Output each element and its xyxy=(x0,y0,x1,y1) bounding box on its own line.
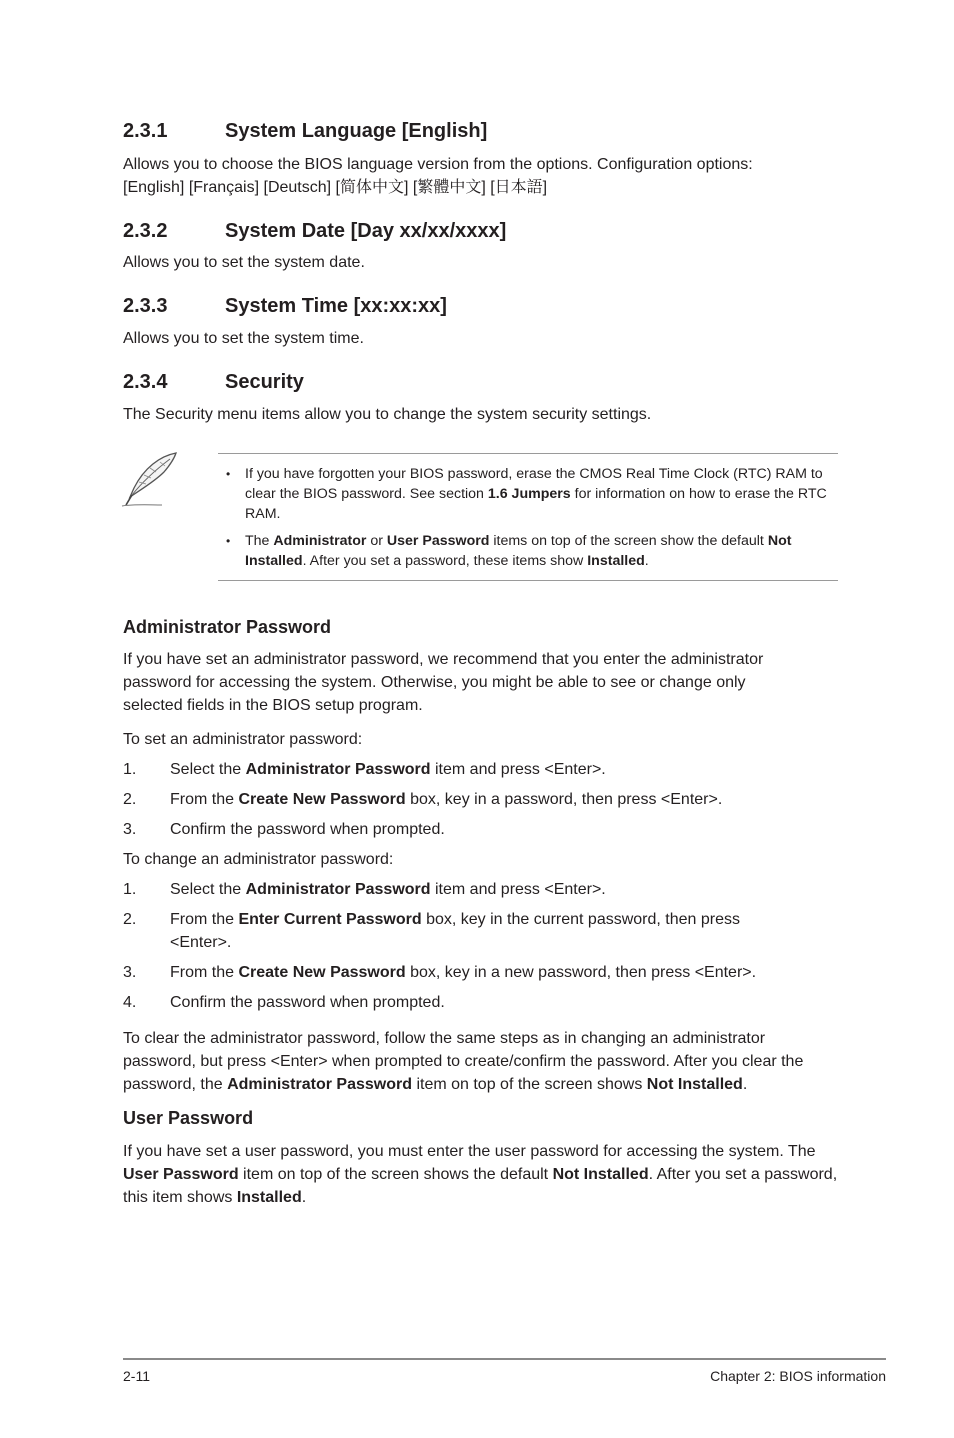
page-number: 2-11 xyxy=(123,1368,150,1384)
text: item on top of the screen shows xyxy=(412,1076,647,1093)
note-item xyxy=(226,531,836,571)
text: . xyxy=(644,553,649,569)
section-heading-2-3-4 xyxy=(123,371,304,394)
text: If you have set a user password, you must enter the user password for accessing the system. The xyxy=(123,1143,816,1160)
text: . xyxy=(301,1189,307,1206)
text: box, key in the current password, then press <Enter>. xyxy=(170,911,741,951)
change-step xyxy=(123,878,838,901)
user-password-heading: User Password xyxy=(123,1108,254,1128)
step-number: 1. xyxy=(123,881,137,898)
text: Select the xyxy=(170,881,246,898)
bold-text: Not Installed xyxy=(552,1166,649,1183)
section-number: 2.3.3 xyxy=(123,295,168,317)
step-number: 3. xyxy=(123,964,137,981)
step-number: 4. xyxy=(123,994,137,1011)
text: Select the xyxy=(170,761,246,778)
bullet: • xyxy=(226,467,231,481)
text: Confirm the password when prompted. xyxy=(170,994,445,1011)
section-number: 2.3.4 xyxy=(123,371,168,393)
section-body: The Security menu items allow you to change the system security settings. xyxy=(123,406,652,423)
bold-text: Administrator Password xyxy=(227,1076,412,1093)
text: for information on how to erase the RTC RAM. xyxy=(245,486,827,522)
note-top-rule xyxy=(218,453,838,454)
change-step xyxy=(123,991,838,1014)
set-password-label: To set an administrator password: xyxy=(123,731,363,748)
body-line: [English] [Français] [Deutsch] [简体中文] [繁體中文] [日本語] xyxy=(123,179,548,196)
text: items on top of the screen show the default xyxy=(489,533,768,549)
change-step xyxy=(123,961,838,984)
bold-text: Administrator Password xyxy=(245,761,431,778)
section-title: System Time [xx:xx:xx] xyxy=(225,295,447,317)
bold-text: Installed xyxy=(236,1189,302,1206)
bullet: • xyxy=(226,534,231,548)
section-body: Allows you to set the system date. xyxy=(123,254,365,271)
bold-text: Administrator Password xyxy=(245,881,431,898)
clear-password-paragraph xyxy=(123,1027,835,1096)
note-bottom-rule xyxy=(218,580,838,581)
body-line: password for accessing the system. Otherwise, you might be able to see or change only xyxy=(123,674,746,691)
text: From the xyxy=(170,911,239,928)
step-number: 2. xyxy=(123,791,137,808)
footer-rule xyxy=(123,1358,886,1360)
text: item on top of the screen shows the default xyxy=(238,1166,553,1183)
bold-text: Enter Current Password xyxy=(238,911,422,928)
section-number: 2.3.1 xyxy=(123,120,168,142)
section-heading-2-3-3 xyxy=(123,295,447,318)
bold-text: Create New Password xyxy=(238,791,406,808)
section-title: System Date [Day xx/xx/xxxx] xyxy=(225,220,507,242)
section-body xyxy=(123,153,843,199)
bold-text: Installed xyxy=(587,553,645,569)
step-number: 2. xyxy=(123,911,137,928)
set-step xyxy=(123,758,838,781)
section-heading-2-3-1 xyxy=(123,120,487,143)
admin-password-heading: Administrator Password xyxy=(123,617,332,637)
text: The xyxy=(245,533,274,549)
text: . xyxy=(742,1076,748,1093)
step-number: 3. xyxy=(123,821,137,838)
section-body: Allows you to set the system time. xyxy=(123,330,364,347)
note-item xyxy=(226,464,836,524)
feather-pen-icon xyxy=(120,450,182,510)
text: item and press <Enter>. xyxy=(430,881,606,898)
text: item and press <Enter>. xyxy=(430,761,606,778)
admin-intro xyxy=(123,648,843,717)
bold-text: Administrator xyxy=(273,533,367,549)
body-line: If you have set an administrator password, we recommend that you enter the administrator xyxy=(123,651,764,668)
change-password-label: To change an administrator password: xyxy=(123,851,394,868)
section-title: System Language [English] xyxy=(225,120,488,142)
text: . After you set a password, these items show xyxy=(302,553,588,569)
bold-text: 1.6 Jumpers xyxy=(487,486,571,502)
chapter-title: Chapter 2: BIOS information xyxy=(710,1368,886,1384)
section-heading-2-3-2 xyxy=(123,220,506,243)
bold-text: User Password xyxy=(386,533,490,549)
body-line: Allows you to choose the BIOS language version from the options. Configuration options: xyxy=(123,156,753,173)
bold-text: Not Installed xyxy=(646,1076,743,1093)
text: box, key in a new password, then press <Enter>. xyxy=(405,964,757,981)
section-number: 2.3.2 xyxy=(123,220,168,242)
text: . After you set a password, this item shows xyxy=(123,1166,838,1206)
text: If you have forgotten your BIOS password, erase the CMOS Real Time Clock (RTC) RAM to clear the BIOS password. See section xyxy=(245,466,823,502)
section-title: Security xyxy=(225,371,304,393)
body-line: selected fields in the BIOS setup program. xyxy=(123,697,423,714)
set-step xyxy=(123,818,838,841)
set-step xyxy=(123,788,838,811)
text: Confirm the password when prompted. xyxy=(170,821,445,838)
text: or xyxy=(366,533,387,549)
change-step xyxy=(123,908,838,954)
bold-text: Create New Password xyxy=(238,964,406,981)
text: To clear the administrator password, follow the same steps as in changing an administrator password, but press <Enter> when prompted to create/confirm the password. After you clear the password, the xyxy=(123,1030,804,1093)
bold-text: User Password xyxy=(123,1166,239,1183)
text: From the xyxy=(170,791,239,808)
user-password-paragraph xyxy=(123,1140,841,1209)
step-number: 1. xyxy=(123,761,137,778)
bold-text: Not Installed xyxy=(245,533,792,569)
text: box, key in a password, then press <Enter>. xyxy=(405,791,723,808)
text: From the xyxy=(170,964,239,981)
